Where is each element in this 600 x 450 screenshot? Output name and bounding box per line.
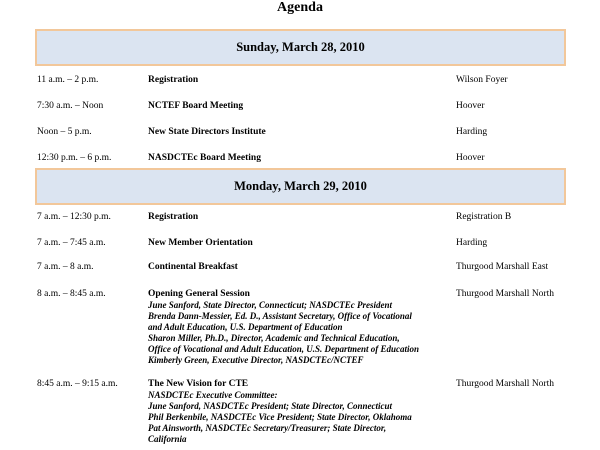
session-title: The New Vision for CTE: [148, 379, 249, 389]
session-detail-line: June Sanford, NASDCTEc President; State Director, Connecticut: [148, 401, 393, 411]
session-time: 7 a.m. – 7:45 a.m.: [37, 238, 106, 248]
session-detail-line: Kimberly Green, Executive Director, NASDCTEc/NCTEF: [148, 355, 364, 365]
session-location: Thurgood Marshall North: [456, 289, 554, 299]
session-detail-line: Brenda Dann-Messier, Ed. D., Assistant Secretary, Office of Vocational: [148, 311, 412, 321]
session-title: Continental Breakfast: [148, 262, 238, 272]
session-detail-line: June Sanford, State Director, Connecticut; NASDCTEc President: [148, 300, 393, 310]
session-title: Registration: [148, 212, 199, 222]
session-title: NCTEF Board Meeting: [148, 101, 244, 111]
session-detail-line: Office of Vocational and Adult Education, U.S. Department of Education: [148, 344, 420, 354]
session-time: Noon – 5 p.m.: [37, 127, 92, 137]
session-location: Registration B: [456, 212, 512, 222]
session-title: Opening General Session: [148, 289, 250, 299]
day-header-monday: Monday, March 29, 2010: [35, 168, 566, 205]
session-location: Hoover: [456, 101, 485, 111]
session-location: Harding: [456, 238, 488, 248]
session-title: NASDCTEc Board Meeting: [148, 153, 261, 163]
session-location: Thurgood Marshall North: [456, 379, 554, 389]
session-location: Thurgood Marshall East: [456, 262, 549, 272]
session-time: 7 a.m. – 12:30 p.m.: [37, 212, 111, 222]
session-detail-line: Pat Ainsworth, NASDCTEc Secretary/Treasurer; State Director,: [148, 423, 387, 433]
session-title: New State Directors Institute: [148, 127, 266, 137]
session-time: 11 a.m. – 2 p.m.: [37, 75, 99, 85]
session-time: 7:30 a.m. – Noon: [37, 101, 104, 111]
session-location: Wilson Foyer: [456, 75, 508, 85]
session-detail-line: NASDCTEc Executive Committee:: [148, 390, 278, 400]
session-detail-line: Sharon Miller, Ph.D., Director, Academic and Technical Education,: [148, 333, 400, 343]
day-header-sunday: Sunday, March 28, 2010: [35, 29, 566, 66]
session-time: 12:30 p.m. – 6 p.m.: [37, 153, 112, 163]
session-title: Registration: [148, 75, 199, 85]
session-time: 7 a.m. – 8 a.m.: [37, 262, 94, 272]
agenda-title: Agenda: [277, 0, 323, 15]
session-time: 8 a.m. – 8:45 a.m.: [37, 289, 106, 299]
session-location: Harding: [456, 127, 488, 137]
session-location: Hoover: [456, 153, 485, 163]
session-detail-line: and Adult Education, U.S. Department of Education: [148, 322, 343, 332]
session-detail-line: Phil Berkenbile, NASDCTEc Vice President; State Director, Oklahoma: [148, 412, 412, 422]
session-time: 8:45 a.m. – 9:15 a.m.: [37, 379, 118, 389]
session-title: New Member Orientation: [148, 238, 253, 248]
session-detail-line: California: [148, 434, 187, 444]
